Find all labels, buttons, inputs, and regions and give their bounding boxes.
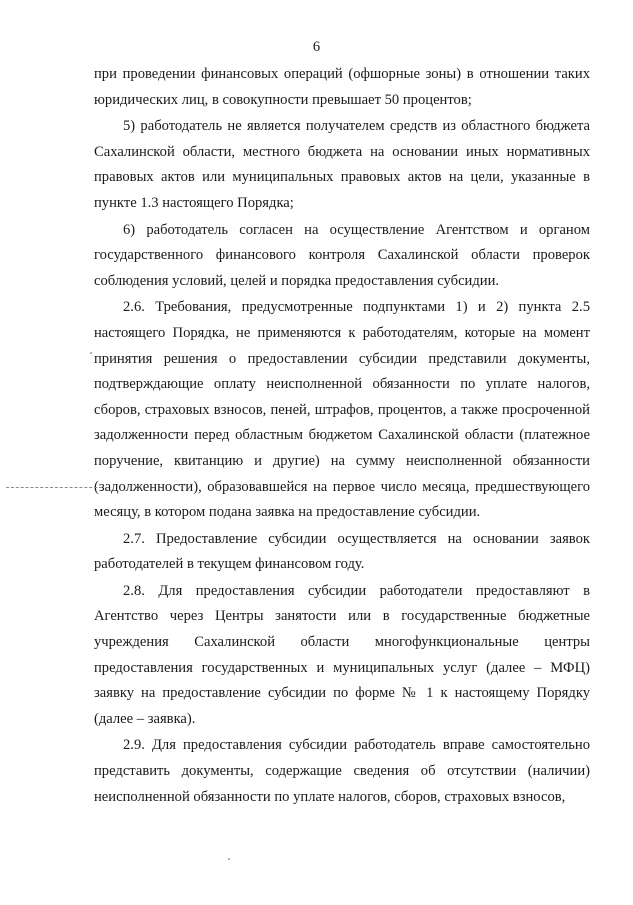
paragraph-2-7: 2.7. Предоставление субсидии осуществляется на основании заявок работодателей в текущем финансовом году. bbox=[94, 530, 590, 573]
paragraph-2-6: 2.6. Требования, предусмотренные подпунктами 1) и 2) пункта 2.5 настоящего Порядка, не применяются к работодателям, которые на момент принятия решения о предоставлении субсидии представили документы, подтверждающие оплату неисполненной обязанности по уплате налогов, сборов, страховых взносов, пеней, штрафов, процентов, а также просроченной задолженности перед областным бюджетом Сахалинской области (платежное поручение, квитанцию и другие) на сумму неисполненной обязанности (задолженности), образовавшейся на первое число месяца, предшествующего месяцу, в котором подана заявка на предоставление субсидии. bbox=[94, 299, 590, 521]
scan-speck bbox=[90, 352, 92, 354]
document-body bbox=[94, 62, 590, 810]
paragraph-continuation: при проведении финансовых операций (офшорные зоны) в отношении таких юридических лиц, в совокупности превышает 50 процентов; bbox=[94, 66, 590, 108]
margin-dashed-mark bbox=[6, 487, 102, 488]
paragraph-2-8: 2.8. Для предоставления субсидии работодатели предоставляют в Агентство через Центры занятости или в государственные бюджетные учреждения Сахалинской области многофункциональные центры предоставления государственных и муниципальных услуг (далее – МФЦ) заявку на предоставление субсидии по форме № 1 к настоящему Порядку (далее – заявка). bbox=[94, 582, 590, 727]
paragraph-item-5: 5) работодатель не является получателем средств из областного бюджета Сахалинской области, местного бюджета на основании иных нормативных правовых актов или муниципальных правовых актов на цели, указанные в пункте 1.3 настоящего Порядка; bbox=[94, 118, 590, 211]
scan-speck bbox=[228, 858, 230, 860]
page-number: 6 bbox=[312, 39, 321, 55]
paragraph-2-9: 2.9. Для предоставления субсидии работодатель вправе самостоятельно представить документы, содержащие сведения об отсутствии (наличии) неисполненной обязанности по уплате налогов, сборов, страховых взносов, bbox=[94, 737, 590, 805]
paragraph-item-6: 6) работодатель согласен на осуществление Агентством и органом государственного финансового контроля Сахалинской области проверок соблюдения условий, целей и порядка предоставления субсидии. bbox=[94, 221, 590, 289]
